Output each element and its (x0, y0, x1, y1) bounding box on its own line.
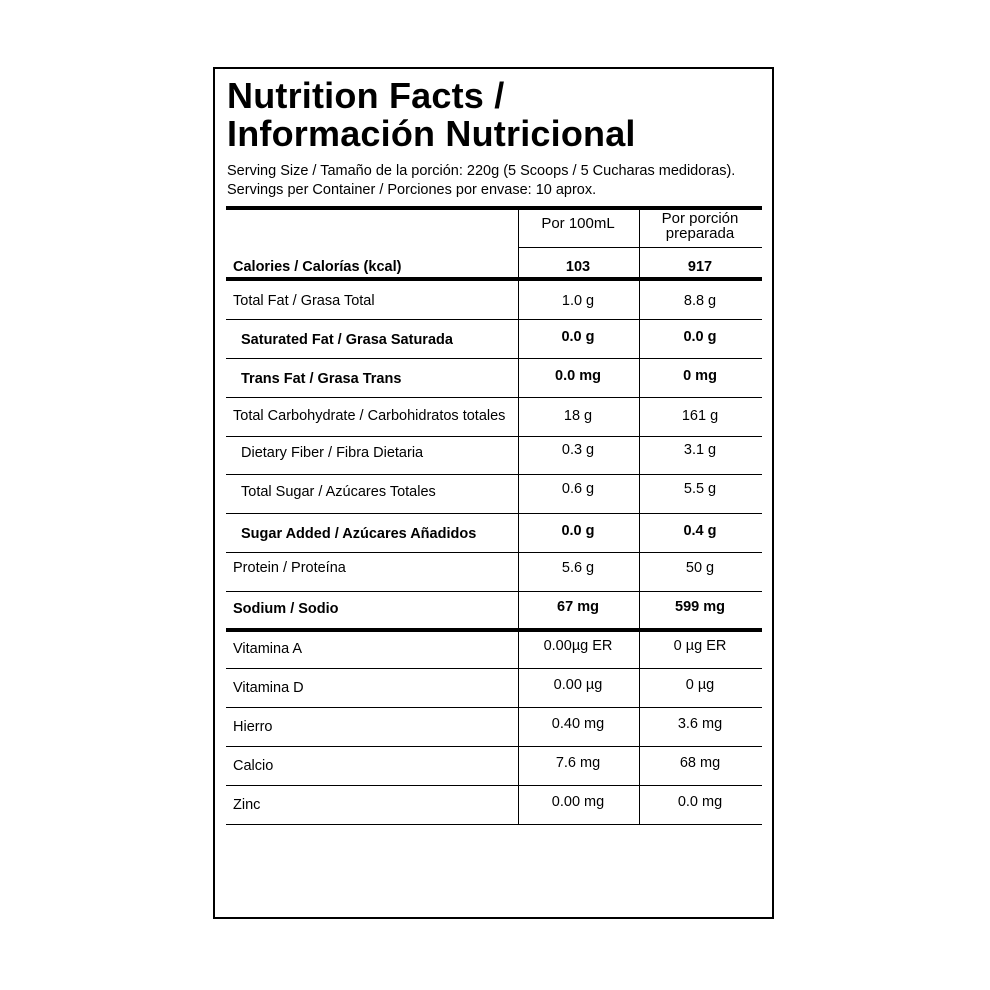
value-per-100: 0.0 mg (555, 368, 601, 384)
value-per-serving: 0 µg (685, 677, 715, 693)
serving-info (227, 162, 735, 200)
calories-per-serving: 917 (687, 259, 713, 275)
rule-vitamins (226, 628, 762, 632)
value-per-100: 0.6 g (561, 481, 595, 497)
value-per-100: 0.0 g (561, 523, 595, 539)
nutrient-label: Sugar Added / Azúcares Añadidos (241, 526, 477, 542)
rule (226, 474, 762, 475)
nutrient-label: Dietary Fiber / Fibra Dietaria (241, 445, 424, 461)
rule (226, 746, 762, 747)
value-per-serving: 3.6 mg (677, 716, 723, 732)
value-per-serving: 5.5 g (683, 481, 717, 497)
nutrient-label: Total Sugar / Azúcares Totales (241, 484, 436, 500)
nutrient-label: Total Carbohydrate / Carbohidratos totales (233, 408, 506, 424)
nutrient-label: Total Fat / Grasa Total (233, 293, 375, 309)
nutrient-label: Protein / Proteína (233, 560, 346, 576)
value-per-serving: 3.1 g (683, 442, 717, 458)
value-per-serving: 0 µg ER (673, 638, 727, 654)
value-per-serving: 0 mg (683, 368, 717, 384)
column-header-per-serving-line1: Por porción (661, 210, 739, 227)
value-per-serving: 0.4 g (683, 523, 717, 539)
nutrient-label: Trans Fat / Grasa Trans (241, 371, 402, 387)
value-per-serving: 0.0 mg (677, 794, 723, 810)
rule-top (226, 206, 762, 210)
rule (226, 358, 762, 359)
value-per-100: 7.6 mg (555, 755, 601, 771)
vitamin-label: Zinc (233, 797, 261, 813)
value-per-100: 0.0 g (561, 329, 595, 345)
title-line-2: Información Nutricional (227, 113, 636, 154)
rule (226, 591, 762, 592)
column-header-per-100: Por 100mL (541, 215, 615, 232)
serving-size: Serving Size / Tamaño de la porción: 220g (5 Scoops / 5 Cucharas medidoras). (227, 163, 736, 179)
value-per-100: 67 mg (557, 599, 599, 615)
rule (226, 436, 762, 437)
rule (226, 513, 762, 514)
label-title (227, 77, 636, 153)
value-per-serving: 8.8 g (683, 293, 717, 309)
value-per-100: 5.6 g (561, 560, 595, 576)
rule (226, 824, 762, 825)
value-per-serving: 599 mg (675, 599, 725, 615)
rule-header (518, 247, 762, 248)
vitamin-label: Calcio (233, 758, 274, 774)
value-per-100: 1.0 g (561, 293, 595, 309)
rule (226, 785, 762, 786)
vitamin-label: Vitamina D (233, 680, 304, 696)
vitamin-label: Hierro (233, 719, 273, 735)
value-per-100: 0.40 mg (551, 716, 605, 732)
servings-per-container: Servings per Container / Porciones por envase: 10 aprox. (227, 182, 597, 198)
calories-per-100: 103 (565, 259, 591, 275)
rule (226, 552, 762, 553)
column-header-per-serving (639, 211, 761, 241)
value-per-100: 0.00 µg (553, 677, 603, 693)
vitamin-label: Vitamina A (233, 641, 303, 657)
value-per-100: 18 g (563, 408, 593, 424)
calories-label: Calories / Calorías (kcal) (233, 259, 402, 275)
column-header-per-serving-line2: preparada (665, 225, 735, 242)
value-per-100: 0.00 mg (551, 794, 605, 810)
value-per-serving: 0.0 g (683, 329, 717, 345)
value-per-serving: 161 g (681, 408, 719, 424)
rule (226, 668, 762, 669)
nutrient-label: Saturated Fat / Grasa Saturada (241, 332, 453, 348)
rule (226, 707, 762, 708)
rule (226, 397, 762, 398)
value-per-100: 0.3 g (561, 442, 595, 458)
rule (226, 319, 762, 320)
value-per-serving: 68 mg (679, 755, 721, 771)
value-per-serving: 50 g (685, 560, 715, 576)
title-line-1: Nutrition Facts / (227, 75, 505, 116)
value-per-100: 0.00µg ER (543, 638, 613, 654)
nutrient-label: Sodium / Sodio (233, 601, 339, 617)
rule-calories (226, 277, 762, 281)
